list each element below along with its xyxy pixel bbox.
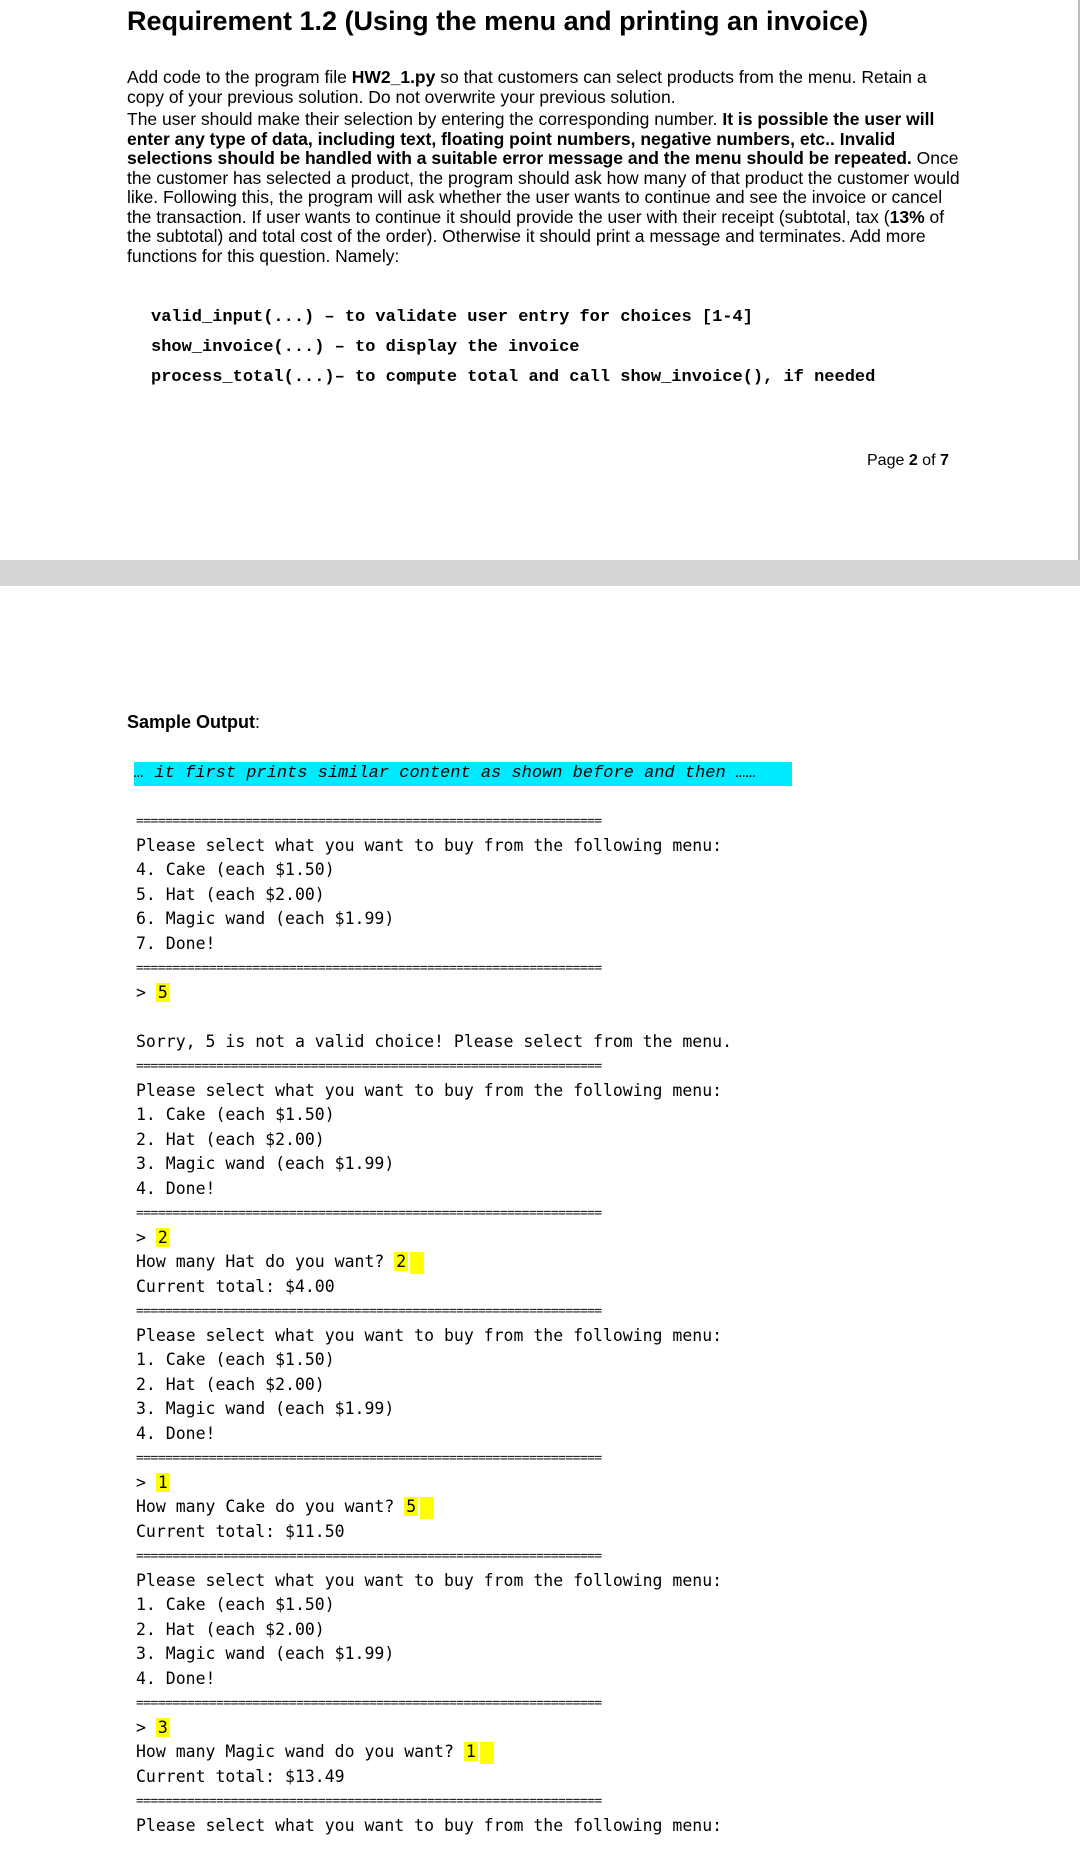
- quantity-value: 1: [465, 1742, 476, 1761]
- menu-item: 2. Hat (each $2.00): [136, 1374, 325, 1394]
- cursor-block: [480, 1742, 494, 1764]
- document-page: [0, 0, 1080, 560]
- menu-item: 4. Done!: [136, 1178, 216, 1198]
- menu-item: 4. Cake (each $1.50): [136, 860, 335, 879]
- continuation-banner: … it first prints similar content as shown before and then ……: [134, 762, 792, 786]
- blank-line: [136, 1005, 776, 1030]
- quantity-question: How many Hat do you want? 2: [136, 1250, 776, 1275]
- menu-item: 7. Done!: [136, 933, 216, 953]
- requirement-body: [127, 68, 963, 269]
- menu-item: 1. Cake (each $1.50): [136, 1105, 335, 1124]
- quantity-question: How many Magic wand do you want? 1: [136, 1740, 776, 1765]
- menu-item: 5. Hat (each $2.00): [136, 884, 325, 904]
- entry-value: 5: [157, 982, 168, 1002]
- quantity-value: 2: [396, 1252, 407, 1271]
- paragraph-2: The user should make their selection by entering the corresponding number. It is possible the user will enter any type of data, including text, floating point numbers, negative numbers, etc.. Invalid selections should be handled with a suitable error message and the menu should be repeated. Once the customer has selected a product, the program should ask how many of that product the customer would like. Following this, the program will ask whether the user wants to continue and see the invoice or cancel the transaction. If user wants to continue it should provide the user with their receipt (subtotal, tax (13% of the subtotal) and total cost of the order). Otherwise it should print a message and terminates. Add more functions for this question. Namely:: [127, 109, 960, 266]
- user-entry: > 5: [136, 982, 168, 1002]
- menu-item: 6. Magic wand (each $1.99): [136, 909, 395, 928]
- menu-prompt: Please select what you want to buy from the following menu:: [136, 1570, 723, 1590]
- entry-value: 1: [157, 1472, 168, 1492]
- menu-item: 4. Done!: [136, 1668, 216, 1688]
- quantity-value: 5: [406, 1497, 417, 1516]
- separator-line: ================================================================: [136, 814, 602, 829]
- separator-line: ================================================================: [136, 961, 602, 976]
- console-output: [136, 809, 776, 1838]
- quantity-question: How many Cake do you want? 5: [136, 1495, 776, 1520]
- file-name: HW2_1.py: [351, 67, 436, 87]
- user-entry: > 1: [136, 1472, 168, 1492]
- current-total: Current total: $13.49: [136, 1766, 345, 1786]
- user-entry: > 2: [136, 1227, 168, 1247]
- page-gap: [0, 560, 1080, 586]
- separator-line: ================================================================: [136, 1304, 602, 1319]
- paragraph-1: Add code to the program file HW2_1.py so that customers can select products from the menu. Retain a copy of your previous solution. Do not overwrite your previous solution.: [127, 67, 927, 107]
- menu-item: 3. Magic wand (each $1.99): [136, 1154, 395, 1173]
- menu-item: 3. Magic wand (each $1.99): [136, 1644, 395, 1663]
- function-list: [151, 303, 875, 393]
- page-number: Page 2 of 7: [867, 452, 949, 469]
- bold-requirement: It is possible the user will enter any type of data, including text, floating point numbers, negative numbers, etc.. Invalid selections should be handled with a suitable error message and the menu should be repeated.: [127, 109, 935, 168]
- menu-item: 1. Cake (each $1.50): [136, 1595, 335, 1614]
- function-show-invoice: show_invoice(...) – to display the invoice: [151, 338, 580, 357]
- separator-line: ================================================================: [136, 1696, 602, 1711]
- separator-line: ================================================================: [136, 1059, 602, 1074]
- cursor-block: [410, 1252, 424, 1274]
- sample-output-label: Sample Output:: [127, 712, 261, 732]
- current-total: Current total: $4.00: [136, 1276, 335, 1296]
- error-message: Sorry, 5 is not a valid choice! Please select from the menu.: [136, 1031, 733, 1051]
- menu-item: 3. Magic wand (each $1.99): [136, 1399, 395, 1418]
- function-valid-input: valid_input(...) – to validate user entry for choices [1-4]: [151, 308, 753, 327]
- separator-line: ================================================================: [136, 1206, 602, 1221]
- menu-item: 4. Done!: [136, 1423, 216, 1443]
- menu-prompt: Please select what you want to buy from the following menu:: [136, 1080, 723, 1100]
- menu-item: 2. Hat (each $2.00): [136, 1129, 325, 1149]
- entry-value: 3: [157, 1717, 168, 1737]
- cursor-block: [420, 1497, 434, 1519]
- menu-prompt: Please select what you want to buy from the following menu:: [136, 835, 723, 855]
- separator-line: ================================================================: [136, 1549, 602, 1564]
- entry-value: 2: [157, 1227, 168, 1247]
- menu-item: 2. Hat (each $2.00): [136, 1619, 325, 1639]
- function-process-total: process_total(...)– to compute total and call show_invoice(), if needed: [151, 368, 876, 387]
- menu-item: 1. Cake (each $1.50): [136, 1350, 335, 1369]
- menu-prompt: Please select what you want to buy from the following menu:: [136, 1325, 723, 1345]
- requirement-heading: Requirement 1.2 (Using the menu and printing an invoice): [127, 6, 869, 36]
- menu-prompt: Please select what you want to buy from the following menu:: [136, 1815, 723, 1835]
- user-entry: > 3: [136, 1717, 168, 1737]
- separator-line: ================================================================: [136, 1451, 602, 1466]
- separator-line: ================================================================: [136, 1794, 602, 1809]
- current-total: Current total: $11.50: [136, 1521, 345, 1541]
- tax-rate: 13%: [889, 206, 925, 227]
